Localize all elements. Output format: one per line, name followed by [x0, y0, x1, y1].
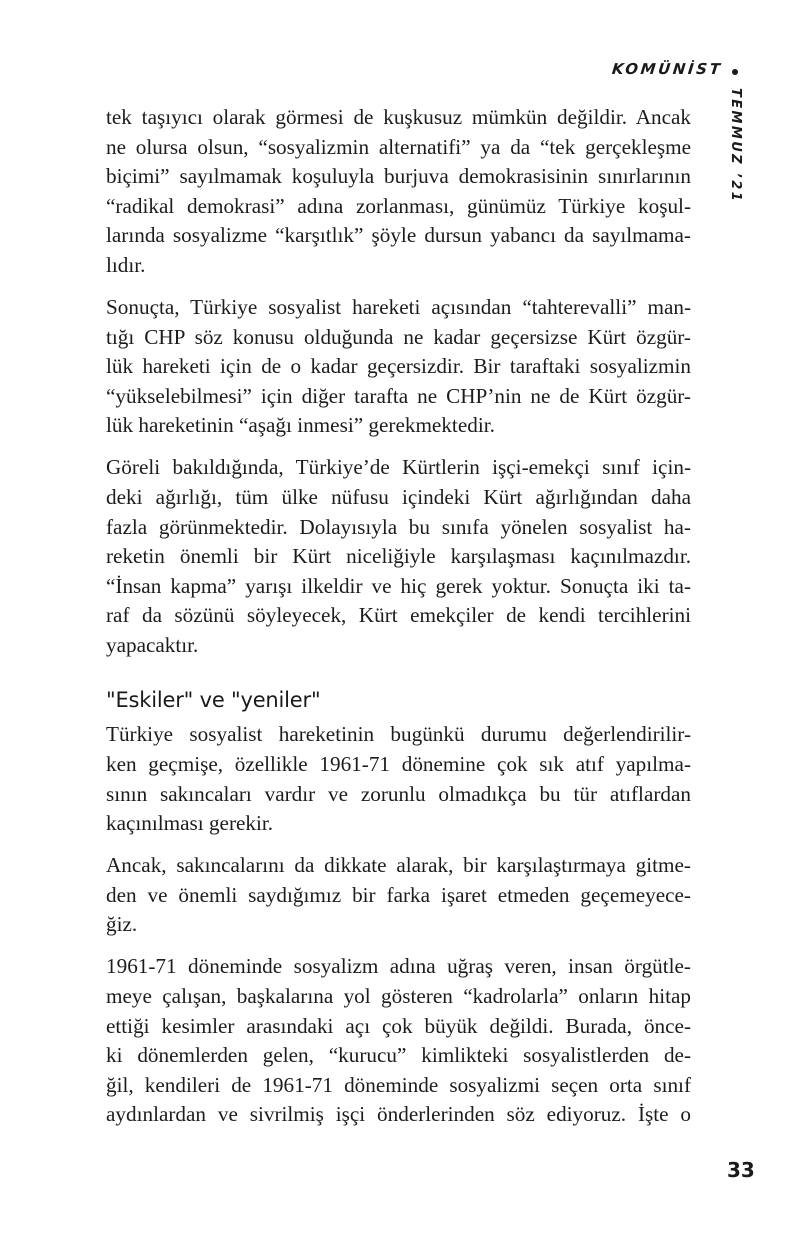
text-line: meye çalışan, başkalarına yol gösteren “kadrolarla” onların hitap — [106, 984, 691, 1008]
text-line: Ancak, sakıncalarını da dikkate alarak, bir karşılaştırmaya gitme- — [106, 853, 691, 878]
paragraph-6 — [106, 952, 691, 1130]
text-line: ne olursa olsun, “sosyalizmin alternatifi” ya da “tek gerçekleşme — [106, 134, 691, 159]
text-line: lük hareketi için de o kadar geçersizdir. Bir taraftaki sosyalizmin — [106, 354, 691, 379]
text-line: ken geçmişe, özellikle 1961-71 dönemine çok sık atıf yapılma- — [106, 752, 691, 777]
text-line: ki dönemlerden gelen, “kurucu” kimlikteki sosyalistlerden de- — [106, 1043, 691, 1068]
running-head-issue: TEMMUZ ’21 — [728, 88, 743, 204]
text-line: “yükselebilmesi” için diğer tarafta ne CHP’nin ne de Kürt özgür- — [106, 383, 691, 408]
paragraph-1 — [106, 103, 691, 281]
text-line: “İnsan kapma” yarışı ilkeldir ve hiç gerek yoktur. Sonuçta iki ta- — [106, 573, 691, 598]
text-line: fazla görünmektedir. Dolayısıyla bu sınıfa yönelen sosyalist ha- — [106, 514, 691, 539]
paragraph-4 — [106, 720, 691, 838]
text-line: tek taşıyıcı olarak görmesi de kuşkusuz mümkün değildir. Ancak — [106, 105, 691, 129]
text-line: aydınlardan ve sivrilmiş işçi önderlerinden söz ediyoruz. İşte o — [106, 1102, 691, 1127]
text-line: tığı CHP söz konusu olduğunda ne kadar geçersizse Kürt özgür- — [106, 324, 691, 349]
text-line: ettiği kesimler arasındaki açı çok büyük değildi. Burada, önce- — [106, 1013, 691, 1038]
text-line: Göreli bakıldığında, Türkiye’de Kürtlerin işçi-emekçi sınıf için- — [106, 455, 691, 480]
text-line: ğil, kendileri de 1961-71 döneminde sosyalizmi seçen orta sınıf — [106, 1072, 691, 1097]
bullet-dot-icon — [732, 69, 738, 75]
article-body — [106, 103, 691, 1142]
section-heading: "Eskiler" ve "yeniler" — [106, 688, 321, 713]
text-line: den ve önemli saydığımız bir farka işaret etmeden geçemeyece- — [106, 882, 691, 907]
text-line: larında sosyalizme “karşıtlık” şöyle dursun yabancı da sayılmama- — [106, 223, 691, 248]
text-line: ğiz. — [106, 912, 138, 937]
text-line: Sonuçta, Türkiye sosyalist hareketi açısından “tahterevalli” man- — [106, 294, 691, 319]
text-line: “radikal demokrasi” adına zorlanması, günümüz Türkiye koşul- — [106, 193, 691, 218]
text-line: sının sakıncaları vardır ve zorunlu olmadıkça bu tür atıflardan — [106, 781, 691, 806]
paragraph-3 — [106, 453, 691, 660]
paragraph-2 — [106, 293, 691, 441]
text-line: reketin önemli bir Kürt niceliğiyle karşılaşması kaçınılmazdır. — [106, 544, 691, 569]
paragraph-5 — [106, 851, 691, 940]
text-line: 1961-71 döneminde sosyalizm adına uğraş veren, insan örgütle- — [106, 954, 691, 979]
text-line: raf da sözünü söyleyecek, Kürt emekçiler de kendi tercihlerini — [106, 603, 691, 628]
text-line: deki ağırlığı, tüm ülke nüfusu içindeki Kürt ağırlığından daha — [106, 484, 691, 509]
text-line: yapacaktır. — [106, 632, 199, 657]
text-line: biçimi” sayılmamak koşuluyla burjuva demokrasisinin sınırlarının — [106, 164, 691, 189]
text-line: Türkiye sosyalist hareketinin bugünkü durumu değerlendirilir- — [106, 722, 691, 747]
text-line: kaçınılması gerekir. — [106, 811, 274, 836]
running-head-publication: KOMÜNİST — [611, 60, 724, 78]
page-number: 33 — [727, 1158, 755, 1182]
text-line: lük hareketinin “aşağı inmesi” gerekmektedir. — [106, 413, 495, 438]
text-line: lıdır. — [106, 252, 146, 277]
